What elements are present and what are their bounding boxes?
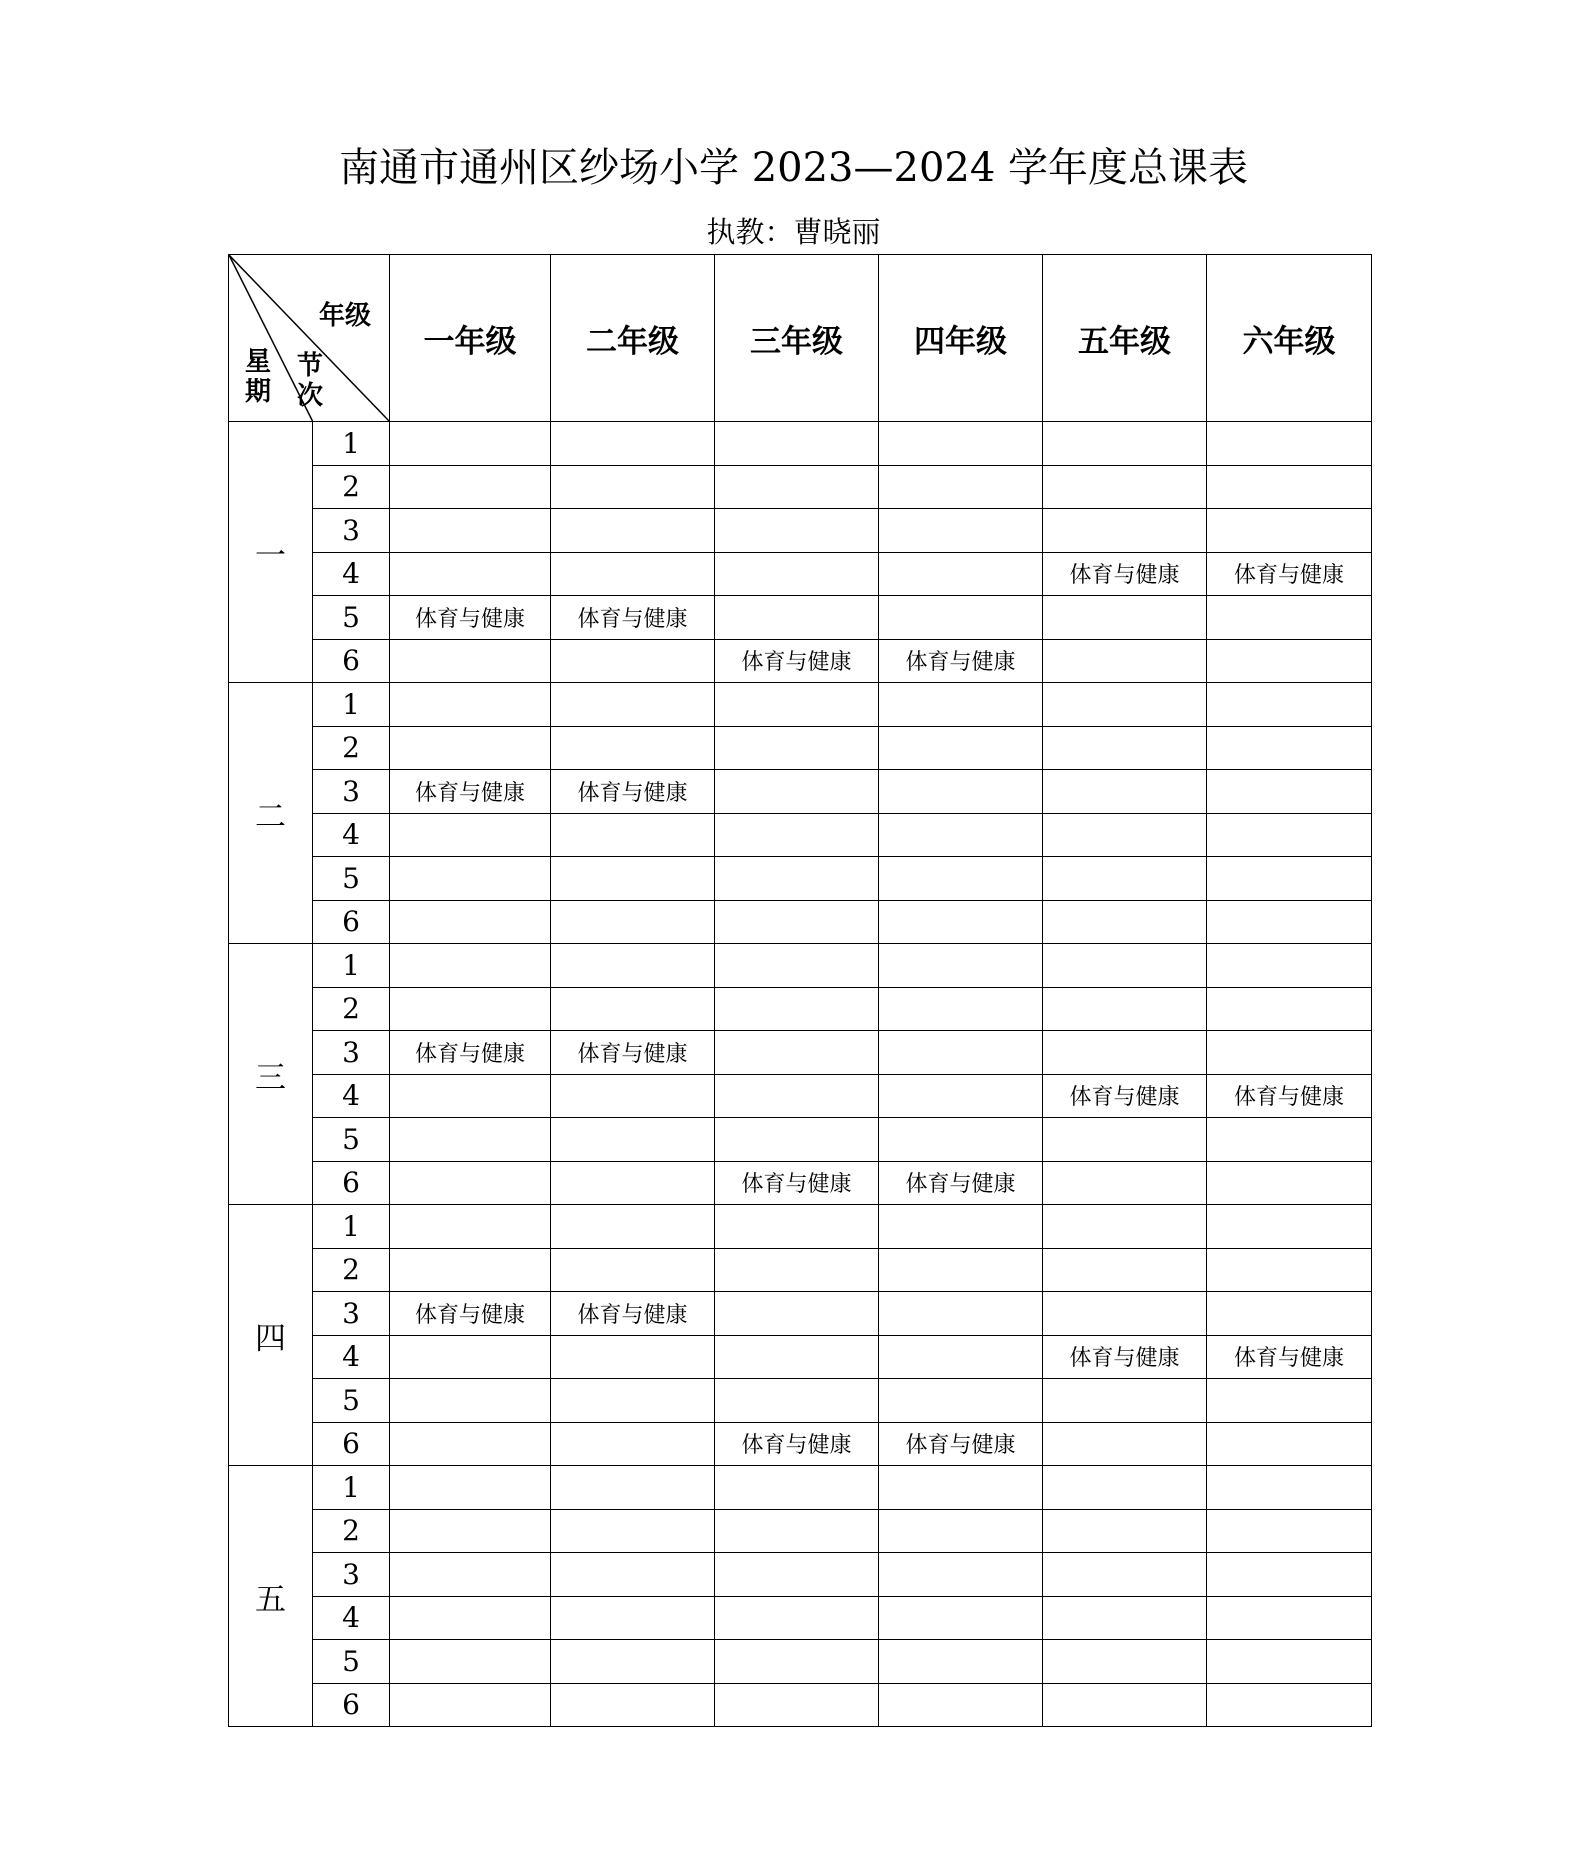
table-row [229, 639, 1372, 683]
schedule-cell [1043, 465, 1207, 509]
schedule-cell [390, 857, 551, 901]
table-row [229, 509, 1372, 553]
schedule-cell [879, 1379, 1043, 1423]
schedule-cell [551, 552, 715, 596]
period-number: 1 [313, 683, 390, 727]
table-row [229, 813, 1372, 857]
schedule-cell [551, 1683, 715, 1727]
table-row [229, 1553, 1372, 1597]
schedule-cell [1207, 683, 1372, 727]
schedule-cell [1207, 944, 1372, 988]
schedule-cell [1207, 1248, 1372, 1292]
schedule-cell [879, 465, 1043, 509]
period-number: 3 [313, 1553, 390, 1597]
schedule-cell [390, 1596, 551, 1640]
schedule-cell [390, 1553, 551, 1597]
corner-label-day: 星期 [244, 347, 271, 407]
schedule-cell [1207, 987, 1372, 1031]
schedule-cell [1043, 1205, 1207, 1249]
schedule-cell [879, 1466, 1043, 1510]
table-row [229, 726, 1372, 770]
grade-header: 二年级 [551, 255, 715, 422]
period-number: 5 [313, 1118, 390, 1162]
schedule-cell: 体育与健康 [1207, 1074, 1372, 1118]
schedule-cell [715, 1031, 879, 1075]
schedule-cell [715, 813, 879, 857]
schedule-cell [551, 987, 715, 1031]
schedule-cell [715, 1553, 879, 1597]
schedule-cell [551, 944, 715, 988]
period-number: 6 [313, 1161, 390, 1205]
page-title: 南通市通州区纱场小学 2023—2024 学年度总课表 [338, 145, 1249, 191]
schedule-cell [879, 1335, 1043, 1379]
schedule-cell [1043, 857, 1207, 901]
schedule-cell: 体育与健康 [1043, 1074, 1207, 1118]
schedule-cell [1043, 726, 1207, 770]
schedule-cell [1207, 596, 1372, 640]
grade-header: 一年级 [390, 255, 551, 422]
schedule-cell [551, 1379, 715, 1423]
schedule-cell [1207, 1161, 1372, 1205]
schedule-cell [1207, 900, 1372, 944]
schedule-cell [1043, 1118, 1207, 1162]
schedule-cell [1043, 987, 1207, 1031]
schedule-cell: 体育与健康 [551, 770, 715, 814]
table-row [229, 900, 1372, 944]
schedule-cell [390, 509, 551, 553]
period-number: 1 [313, 422, 390, 466]
table-row [229, 1161, 1372, 1205]
schedule-cell [715, 683, 879, 727]
table-row [229, 1509, 1372, 1553]
schedule-cell [1043, 683, 1207, 727]
teacher-name: 执教：曹晓丽 [706, 215, 881, 249]
schedule-cell: 体育与健康 [1207, 552, 1372, 596]
schedule-cell: 体育与健康 [551, 1031, 715, 1075]
period-number: 3 [313, 770, 390, 814]
schedule-cell [715, 1292, 879, 1336]
schedule-cell [879, 770, 1043, 814]
schedule-cell [390, 1422, 551, 1466]
schedule-cell [390, 1118, 551, 1162]
schedule-cell [1207, 1422, 1372, 1466]
schedule-cell [1207, 1553, 1372, 1597]
day-cell: 四 [229, 1205, 313, 1466]
period-number: 2 [313, 1248, 390, 1292]
schedule-cell [879, 726, 1043, 770]
schedule-cell [551, 422, 715, 466]
schedule-cell [390, 987, 551, 1031]
period-number: 3 [313, 1292, 390, 1336]
table-row [229, 987, 1372, 1031]
table-row [229, 552, 1372, 596]
schedule-cell [551, 813, 715, 857]
schedule-cell [551, 1161, 715, 1205]
period-number: 6 [313, 900, 390, 944]
schedule-cell [390, 1379, 551, 1423]
schedule-cell [1207, 509, 1372, 553]
table-row [229, 1074, 1372, 1118]
schedule-cell [551, 1640, 715, 1684]
day-cell: 五 [229, 1466, 313, 1727]
schedule-cell [715, 726, 879, 770]
period-number: 1 [313, 1205, 390, 1249]
schedule-cell [1043, 1031, 1207, 1075]
schedule-cell [1207, 1596, 1372, 1640]
schedule-cell [390, 1683, 551, 1727]
schedule-cell [1043, 596, 1207, 640]
schedule-cell [1043, 509, 1207, 553]
schedule-cell [1043, 813, 1207, 857]
schedule-cell [715, 770, 879, 814]
table-row [229, 1292, 1372, 1336]
schedule-cell [879, 1683, 1043, 1727]
schedule-cell: 体育与健康 [879, 639, 1043, 683]
schedule-cell [715, 857, 879, 901]
schedule-cell [879, 1596, 1043, 1640]
period-number: 5 [313, 1379, 390, 1423]
grade-header: 六年级 [1207, 255, 1372, 422]
schedule-cell [1207, 1205, 1372, 1249]
schedule-cell [551, 1335, 715, 1379]
grade-header: 四年级 [879, 255, 1043, 422]
schedule-cell [879, 1553, 1043, 1597]
schedule-cell [1207, 813, 1372, 857]
schedule-cell: 体育与健康 [390, 596, 551, 640]
schedule-cell: 体育与健康 [1043, 552, 1207, 596]
corner-label-period: 节次 [297, 351, 324, 411]
table-row [229, 1596, 1372, 1640]
schedule-cell [551, 1509, 715, 1553]
table-row [229, 944, 1372, 988]
period-number: 2 [313, 987, 390, 1031]
schedule-cell [879, 683, 1043, 727]
period-number: 4 [313, 552, 390, 596]
table-row [229, 1205, 1372, 1249]
schedule-cell [1207, 1509, 1372, 1553]
table-row [229, 1466, 1372, 1510]
schedule-cell [1207, 1118, 1372, 1162]
schedule-cell [1043, 1509, 1207, 1553]
grade-header: 五年级 [1043, 255, 1207, 422]
schedule-cell: 体育与健康 [879, 1161, 1043, 1205]
schedule-cell [715, 1335, 879, 1379]
schedule-cell [551, 900, 715, 944]
period-number: 5 [313, 1640, 390, 1684]
schedule-cell: 体育与健康 [715, 639, 879, 683]
schedule-cell: 体育与健康 [715, 1422, 879, 1466]
schedule-cell [551, 1074, 715, 1118]
schedule-cell [551, 1205, 715, 1249]
schedule-cell [715, 900, 879, 944]
schedule-cell: 体育与健康 [551, 596, 715, 640]
schedule-cell [715, 987, 879, 1031]
schedule-cell [1207, 770, 1372, 814]
schedule-cell [715, 1466, 879, 1510]
schedule-cell [1207, 857, 1372, 901]
schedule-cell [551, 1466, 715, 1510]
schedule-cell [551, 465, 715, 509]
schedule-cell [1043, 1640, 1207, 1684]
schedule-cell [879, 987, 1043, 1031]
schedule-cell [1043, 1161, 1207, 1205]
table-row [229, 1248, 1372, 1292]
schedule-cell [879, 596, 1043, 640]
schedule-cell [390, 1509, 551, 1553]
corner-header-cell [229, 255, 390, 422]
schedule-cell [551, 1553, 715, 1597]
period-number: 6 [313, 1683, 390, 1727]
table-row [229, 1640, 1372, 1684]
period-number: 3 [313, 509, 390, 553]
schedule-cell [390, 1248, 551, 1292]
schedule-cell: 体育与健康 [390, 1292, 551, 1336]
schedule-cell [390, 813, 551, 857]
schedule-cell [390, 552, 551, 596]
schedule-cell [551, 639, 715, 683]
table-row [229, 683, 1372, 727]
schedule-cell [390, 1161, 551, 1205]
schedule-cell [1043, 1466, 1207, 1510]
schedule-cell [1043, 1683, 1207, 1727]
table-row [229, 857, 1372, 901]
schedule-cell [879, 1031, 1043, 1075]
schedule-cell [1043, 1292, 1207, 1336]
schedule-cell [879, 857, 1043, 901]
table-row [229, 422, 1372, 466]
period-number: 2 [313, 726, 390, 770]
schedule-cell [1043, 1379, 1207, 1423]
period-number: 4 [313, 1335, 390, 1379]
schedule-cell [1207, 1379, 1372, 1423]
period-number: 5 [313, 596, 390, 640]
schedule-cell [1207, 1466, 1372, 1510]
schedule-cell [1043, 900, 1207, 944]
schedule-cell [390, 1205, 551, 1249]
schedule-cell [715, 509, 879, 553]
schedule-cell: 体育与健康 [551, 1292, 715, 1336]
schedule-cell [390, 900, 551, 944]
schedule-cell [715, 944, 879, 988]
table-row [229, 1683, 1372, 1727]
schedule-cell [551, 683, 715, 727]
schedule-cell [1207, 465, 1372, 509]
schedule-cell [551, 509, 715, 553]
schedule-cell [1043, 422, 1207, 466]
schedule-cell [715, 1074, 879, 1118]
schedule-cell: 体育与健康 [1043, 1335, 1207, 1379]
schedule-cell: 体育与健康 [879, 1422, 1043, 1466]
schedule-cell [1207, 726, 1372, 770]
schedule-cell [879, 1248, 1043, 1292]
grade-header: 三年级 [715, 255, 879, 422]
period-number: 4 [313, 1074, 390, 1118]
schedule-cell [1207, 639, 1372, 683]
schedule-cell [1043, 1248, 1207, 1292]
schedule-cell [390, 1074, 551, 1118]
table-row [229, 1379, 1372, 1423]
period-number: 6 [313, 1422, 390, 1466]
schedule-cell [551, 1118, 715, 1162]
table-row [229, 1422, 1372, 1466]
table-row [229, 465, 1372, 509]
schedule-cell [879, 422, 1043, 466]
schedule-cell [1207, 1640, 1372, 1684]
schedule-cell [879, 813, 1043, 857]
schedule-cell [390, 422, 551, 466]
day-cell: 三 [229, 944, 313, 1205]
day-cell: 一 [229, 422, 313, 683]
table-row [229, 1335, 1372, 1379]
schedule-cell [715, 465, 879, 509]
schedule-cell [879, 1205, 1043, 1249]
schedule-cell [1043, 944, 1207, 988]
schedule-cell [715, 1596, 879, 1640]
schedule-cell [1207, 422, 1372, 466]
schedule-cell [551, 1422, 715, 1466]
schedule-cell [879, 1292, 1043, 1336]
schedule-cell [1043, 1422, 1207, 1466]
period-number: 6 [313, 639, 390, 683]
header-row [229, 255, 1372, 422]
period-number: 2 [313, 465, 390, 509]
schedule-cell [551, 857, 715, 901]
schedule-cell [715, 422, 879, 466]
schedule-cell [551, 1248, 715, 1292]
period-number: 2 [313, 1509, 390, 1553]
table-row [229, 596, 1372, 640]
schedule-cell [390, 944, 551, 988]
schedule-cell: 体育与健康 [715, 1161, 879, 1205]
schedule-cell [390, 1640, 551, 1684]
table-row [229, 770, 1372, 814]
schedule-cell: 体育与健康 [390, 770, 551, 814]
schedule-cell [879, 1074, 1043, 1118]
schedule-cell [715, 1640, 879, 1684]
schedule-cell [715, 1683, 879, 1727]
schedule-cell [879, 1640, 1043, 1684]
schedule-cell [390, 465, 551, 509]
schedule-cell [715, 552, 879, 596]
period-number: 4 [313, 813, 390, 857]
schedule-cell [715, 1118, 879, 1162]
schedule-cell [1043, 770, 1207, 814]
period-number: 1 [313, 1466, 390, 1510]
schedule-cell [879, 509, 1043, 553]
schedule-cell [879, 1118, 1043, 1162]
schedule-cell [879, 1509, 1043, 1553]
schedule-cell [1207, 1031, 1372, 1075]
period-number: 5 [313, 857, 390, 901]
schedule-cell [879, 944, 1043, 988]
schedule-cell [1043, 639, 1207, 683]
schedule-cell: 体育与健康 [390, 1031, 551, 1075]
schedule-cell [1043, 1596, 1207, 1640]
schedule-cell [715, 1248, 879, 1292]
schedule-cell [715, 1205, 879, 1249]
schedule-cell [390, 639, 551, 683]
schedule-cell [879, 900, 1043, 944]
schedule-cell [390, 683, 551, 727]
day-cell: 二 [229, 683, 313, 944]
schedule-cell [551, 1596, 715, 1640]
schedule-cell [715, 1379, 879, 1423]
schedule-cell [1207, 1292, 1372, 1336]
schedule-cell: 体育与健康 [1207, 1335, 1372, 1379]
table-row [229, 1031, 1372, 1075]
schedule-cell [715, 596, 879, 640]
schedule-cell [1043, 1553, 1207, 1597]
schedule-cell [715, 1509, 879, 1553]
period-number: 4 [313, 1596, 390, 1640]
schedule-cell [879, 552, 1043, 596]
schedule-table [228, 254, 1372, 1727]
schedule-cell [551, 726, 715, 770]
schedule-cell [390, 1335, 551, 1379]
period-number: 1 [313, 944, 390, 988]
schedule-cell [390, 1466, 551, 1510]
table-row [229, 1118, 1372, 1162]
schedule-cell [390, 726, 551, 770]
corner-label-grade: 年级 [318, 301, 371, 331]
schedule-cell [1207, 1683, 1372, 1727]
period-number: 3 [313, 1031, 390, 1075]
